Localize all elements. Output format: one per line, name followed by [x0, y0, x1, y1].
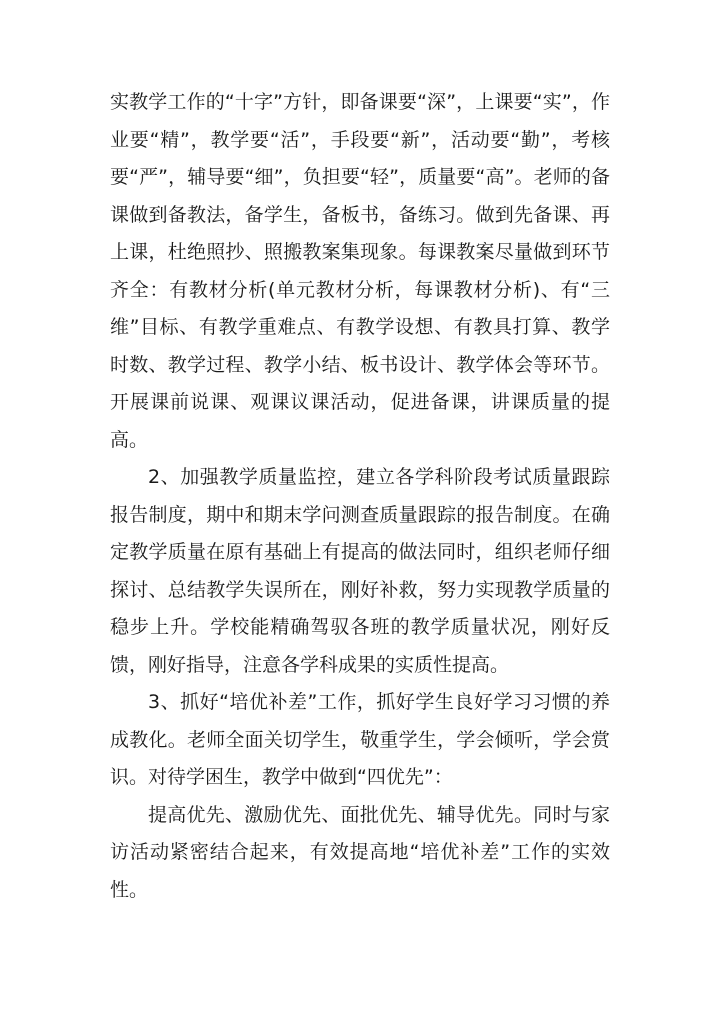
- document-body: [110, 84, 610, 909]
- paragraph-tutoring-work: 3、抓好“培优补差”工作，抓好学生良好学习习惯的养成教化。老师全面关切学生，敬重学生，学会倾听，学会赏识。对待学困生，教学中做到“四优先”：: [110, 691, 610, 788]
- paragraph-quality-monitoring: 2、加强教学质量监控，建立各学科阶段考试质量跟踪报告制度，期中和期末学问测查质量跟踪的报告制度。在确定教学质量在原有基础上有提高的做法同时，组织老师仔细探讨、总结教学失误所在，刚好补救，努力实现教学质量的稳步上升。学校能精确驾驭各班的教学质量状况，刚好反馈，刚好指导，注意各学科成果的实质性提高。: [110, 466, 610, 676]
- paragraph-four-priorities: 提高优先、激励优先、面批优先、辅导优先。同时与家访活动紧密结合起来，有效提高地“培优补差”工作的实效性。: [110, 803, 610, 901]
- paragraph-teaching-principles: 实教学工作的“十字”方针，即备课要“深”，上课要“实”，作业要“精”，教学要“活”，手段要“新”，活动要“勤”，考核要“严”，辅导要“细”，负担要“轻”，质量要“高”。老师的备课做到备教法，备学生，备板书，备练习。做到先备课、再上课，杜绝照抄、照搬教案集现象。每课教案尽量做到环节齐全：有教材分析(单元教材分析，每课教材分析)、有“三维”目标、有教学重难点、有教学设想、有教具打算、教学时数、教学过程、教学小结、板书设计、教学体会等环节。开展课前说课、观课议课活动，促进备课，讲课质量的提高。: [110, 91, 610, 451]
